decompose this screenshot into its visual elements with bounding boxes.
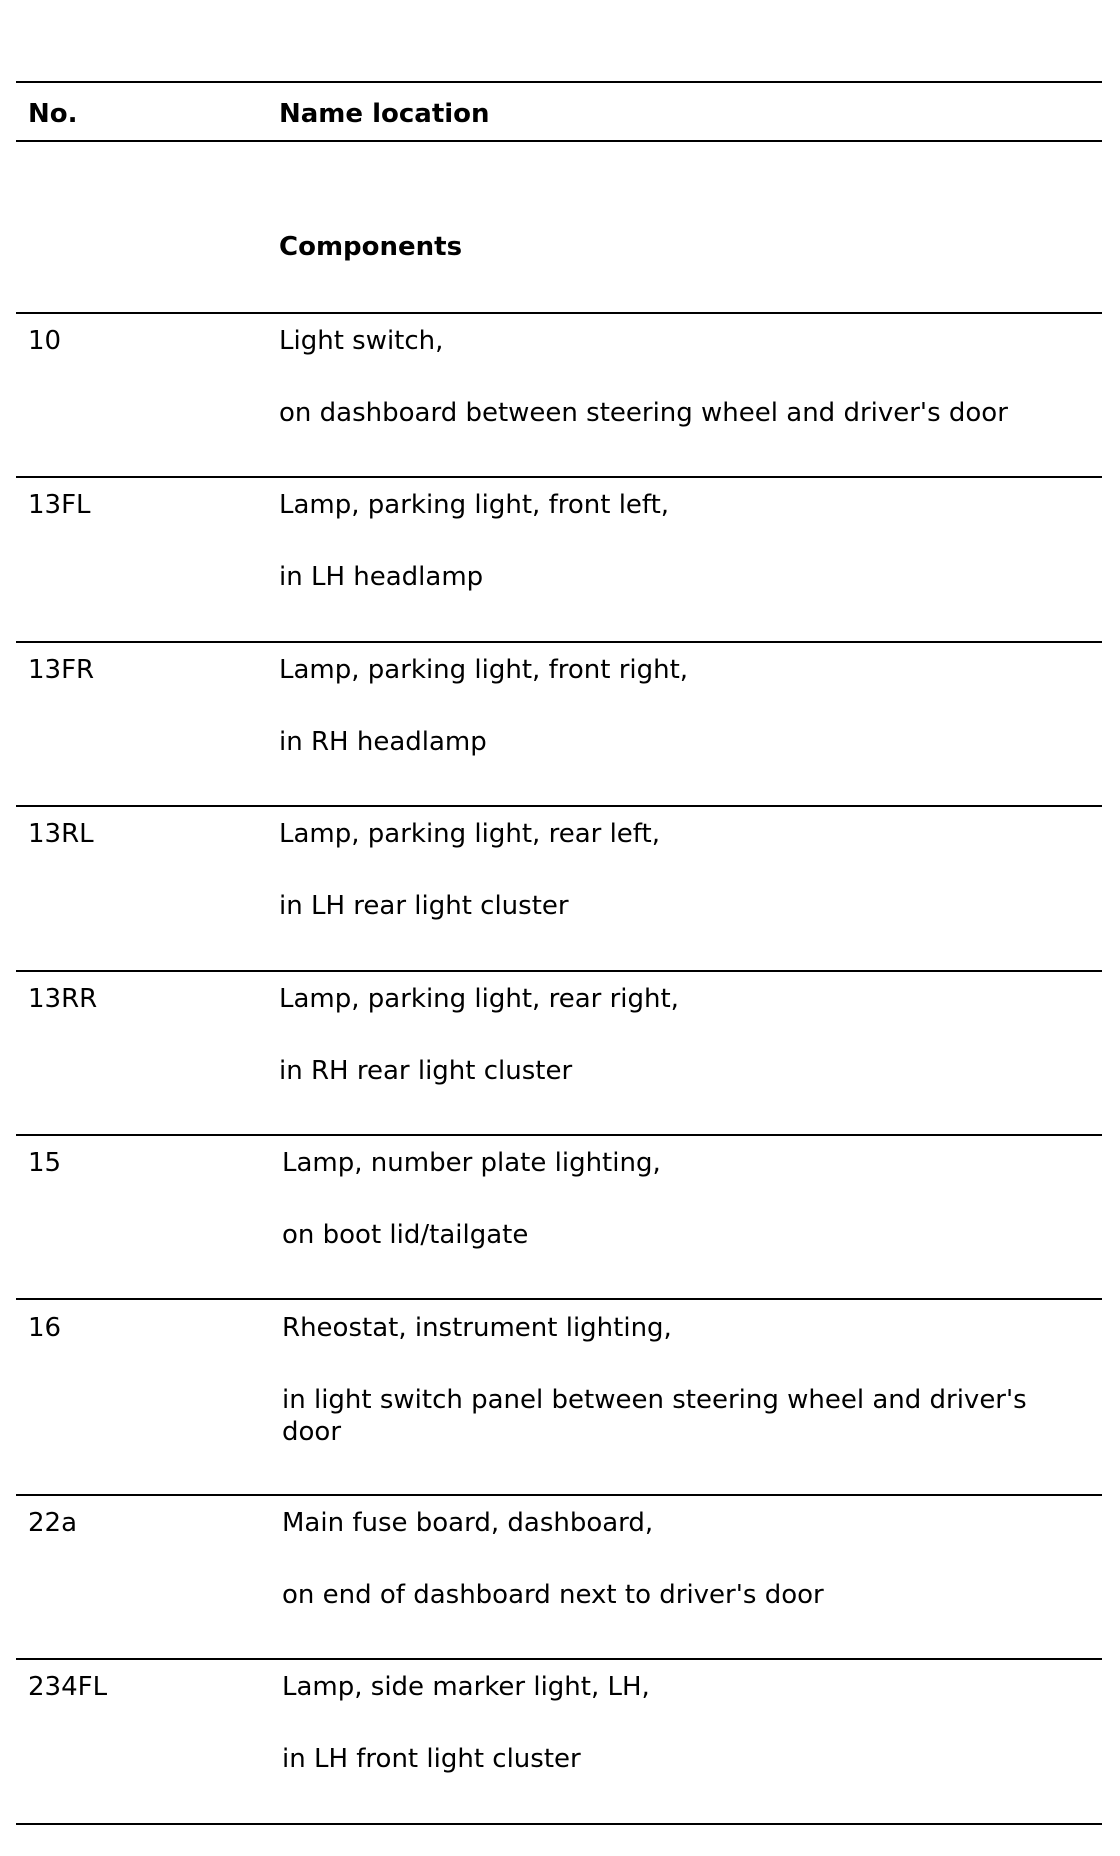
row-location: in light switch panel between steering wheel and driver's door	[282, 1385, 1027, 1447]
row-location: in RH rear light cluster	[279, 1056, 573, 1086]
row-number: 234FL	[28, 1672, 108, 1702]
row-location: on boot lid/tailgate	[282, 1220, 529, 1250]
row-number: 13RR	[28, 984, 98, 1014]
table-bottom-rule	[16, 1823, 1102, 1825]
row-name: Lamp, side marker light, LH,	[282, 1672, 650, 1702]
row-divider	[16, 1494, 1102, 1496]
header-no: No.	[28, 99, 78, 129]
row-number: 22a	[28, 1508, 78, 1538]
row-divider	[16, 1134, 1102, 1136]
row-location: in LH rear light cluster	[279, 891, 569, 921]
row-divider	[16, 641, 1102, 643]
row-name: Main fuse board, dashboard,	[282, 1508, 654, 1538]
row-location: on dashboard between steering wheel and driver's door	[279, 398, 1008, 428]
row-divider	[16, 476, 1102, 478]
row-divider	[16, 312, 1102, 314]
section-title: Components	[279, 232, 463, 262]
row-divider	[16, 1298, 1102, 1300]
row-divider	[16, 1658, 1102, 1660]
row-location: on end of dashboard next to driver's door	[282, 1580, 824, 1610]
row-number: 16	[28, 1313, 62, 1343]
row-number: 10	[28, 326, 62, 356]
row-divider	[16, 805, 1102, 807]
row-number: 13FL	[28, 490, 91, 520]
row-number: 13RL	[28, 819, 94, 849]
header-name-location: Name location	[279, 99, 490, 129]
header-bottom-rule	[16, 140, 1102, 142]
row-divider	[16, 970, 1102, 972]
row-number: 13FR	[28, 655, 95, 685]
row-name: Lamp, parking light, rear right,	[279, 984, 679, 1014]
row-location: in LH headlamp	[279, 562, 484, 592]
row-number: 15	[28, 1148, 62, 1178]
row-name: Lamp, number plate lighting,	[282, 1148, 661, 1178]
row-name: Rheostat, instrument lighting,	[282, 1313, 672, 1343]
row-location: in RH headlamp	[279, 727, 487, 757]
row-name: Lamp, parking light, front right,	[279, 655, 689, 685]
row-name: Light switch,	[279, 326, 444, 356]
row-name: Lamp, parking light, rear left,	[279, 819, 660, 849]
row-name: Lamp, parking light, front left,	[279, 490, 670, 520]
row-location: in LH front light cluster	[282, 1744, 581, 1774]
table-top-rule	[16, 81, 1102, 83]
